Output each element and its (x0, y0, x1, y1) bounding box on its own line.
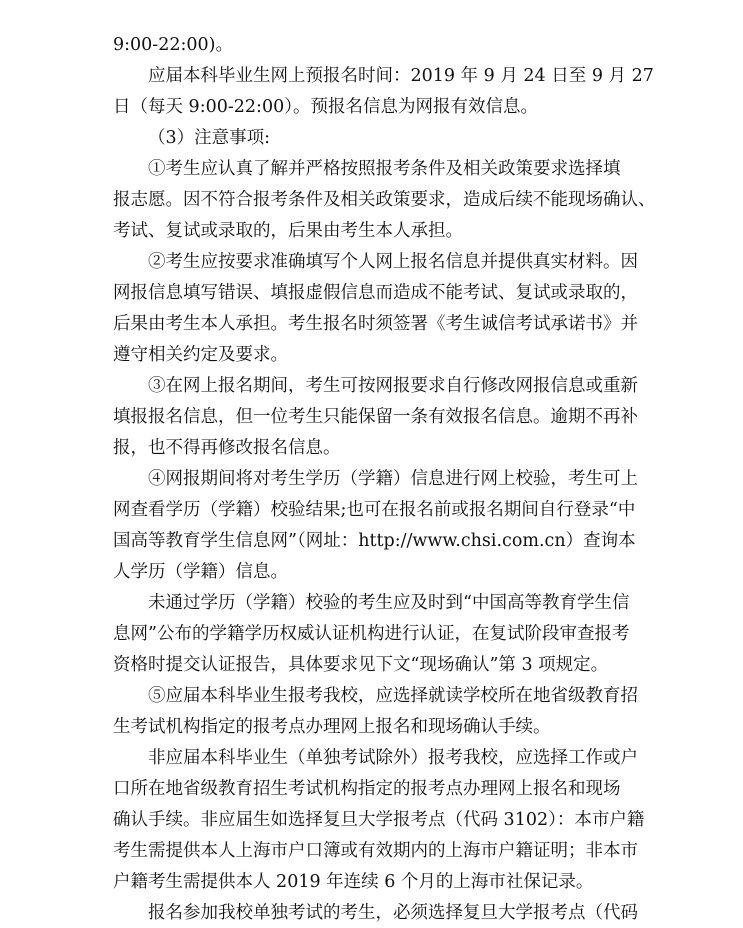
text-line: 资格时提交认证报告，具体要求见下文“现场确认”第 3 项规定。 (113, 655, 609, 675)
text-line: ④网报期间将对考生学历（学籍）信息进行网上校验，考生可上 (148, 469, 638, 489)
text-line: 网查看学历（学籍）校验结果;也可在报名前或报名期间自行登录“中 (113, 500, 636, 520)
text-line: 网报信息填写错误、填报虚假信息而造成不能考试、复试或录取的， (113, 283, 638, 303)
text-line: 报志愿。因不符合报考条件及相关政策要求，造成后续不能现场确认、 (113, 190, 656, 210)
text-line: ⑤应届本科毕业生报考我校，应选择就读学校所在地省级教育招 (148, 686, 638, 706)
text-line: 生考试机构指定的报考点办理网上报名和现场确认手续。 (113, 717, 551, 737)
text-line: 未通过学历（学籍）校验的考生应及时到“中国高等教育学生信 (148, 593, 630, 613)
text-line: 后果由考生本人承担。考生报名时须签署《考生诚信考试承诺书》并 (113, 314, 638, 334)
text-line: 考生需提供本人上海市户口簿或有效期内的上海市户籍证明；非本市 (113, 841, 638, 861)
text-line: 人学历（学籍）信息。 (113, 562, 288, 582)
text-line: ②考生应按要求准确填写个人网上报名信息并提供真实材料。因 (148, 252, 638, 272)
text-line: 息网”公布的学籍学历权威认证机构进行认证，在复试阶段审查报考 (113, 624, 630, 644)
section-heading: （3）注意事项: (148, 128, 271, 148)
text-line: 日（每天 9:00-22:00）。预报名信息为网报有效信息。 (113, 97, 538, 117)
text-line: 报，也不得再修改报名信息。 (113, 438, 341, 458)
text-line: 户籍考生需提供本人 2019 年连续 6 个月的上海市社保记录。 (113, 872, 594, 892)
text-line: 填报报名信息，但一位考生只能保留一条有效报名信息。逾期不再补 (113, 407, 638, 427)
text-line: ①考生应认真了解并严格按照报考条件及相关政策要求选择填 (148, 159, 621, 179)
text-line: 9:00-22:00)。 (113, 35, 233, 55)
text-line: 口所在地省级教育招生考试机构指定的报考点办理网上报名和现场 (113, 779, 621, 799)
text-line: 遵守相关约定及要求。 (113, 345, 288, 365)
text-line: ③在网上报名期间，考生可按网报要求自行修改网报信息或重新 (148, 376, 638, 396)
text-line: 确认手续。非应届生如选择复旦大学报考点（代码 3102）：本市户籍 (113, 810, 645, 830)
text-line: 非应届本科毕业生（单独考试除外）报考我校，应选择工作或户 (148, 748, 638, 768)
text-line: 国高等教育学生信息网”（网址：http://www.chsi.com.cn）查询本 (113, 531, 636, 551)
text-line: 应届本科毕业生网上预报名时间：2019 年 9 月 24 日至 9 月 27 (148, 66, 654, 86)
text-line: 考试、复试或录取的，后果由考生本人承担。 (113, 221, 463, 241)
text-line: 报名参加我校单独考试的考生，必须选择复旦大学报考点（代码 (148, 903, 638, 923)
